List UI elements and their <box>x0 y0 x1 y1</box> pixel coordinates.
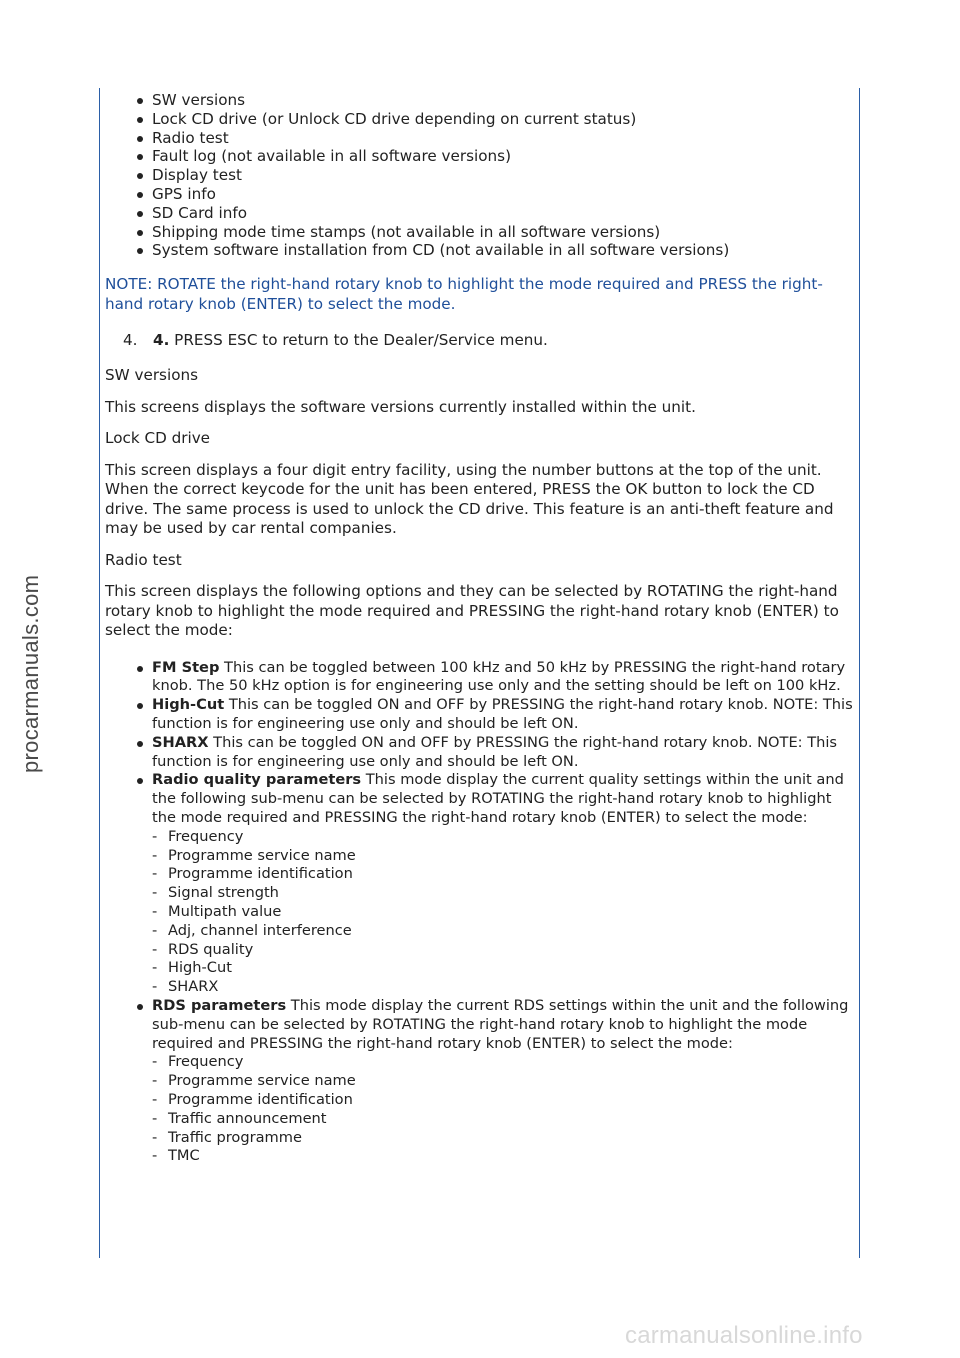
sub-list-item: - SHARX <box>152 978 857 997</box>
sub-list-item: - RDS quality <box>152 941 857 960</box>
feature-sub-list <box>152 828 857 997</box>
list-item: System software installation from CD (not available in all software versions) <box>105 241 857 260</box>
section-title-lock-cd: Lock CD drive <box>105 429 211 448</box>
feature-title: High-Cut <box>152 696 225 714</box>
sub-list-item: - Programme identification <box>152 865 857 884</box>
feature-item <box>105 997 857 1166</box>
note-text: NOTE: ROTATE the right-hand rotary knob to highlight the mode required and PRESS the right-hand rotary knob (ENTER) to select the mode. <box>105 275 823 313</box>
feature-item <box>105 696 857 734</box>
feature-text: This mode display the current RDS settings within the unit and the following sub-menu can be selected by ROTATING the right-hand rotary knob to highlight the mode required and PRESSING the right-hand rotary knob (ENTER) to select the mode: <box>152 997 849 1052</box>
list-item: Lock CD drive (or Unlock CD drive depending on current status) <box>105 110 857 129</box>
step-text: PRESS ESC to return to the Dealer/Service menu. <box>174 331 548 350</box>
section-title-sw-versions: SW versions <box>105 366 199 385</box>
sub-list-item: - Programme identification <box>152 1091 857 1110</box>
section-title-radio-test: Radio test <box>105 550 182 569</box>
list-item: Fault log (not available in all software versions) <box>105 147 857 166</box>
sub-list-item: - TMC <box>152 1147 857 1166</box>
feature-item <box>105 771 857 997</box>
sub-list-item: - Adj, channel interference <box>152 922 857 941</box>
feature-item <box>105 734 857 772</box>
feature-title: FM Step <box>152 658 220 676</box>
sub-list-item: - Signal strength <box>152 884 857 903</box>
step-number: 4. <box>123 331 138 350</box>
list-item: Display test <box>105 166 857 185</box>
feature-text: This mode display the current quality settings within the unit and the following sub-menu can be selected by ROTATING the right-hand rotary knob to highlight the mode required and PRESSING the right-hand rotary knob (ENTER) to select the mode: <box>152 771 844 827</box>
sub-list-item: - Frequency <box>152 828 857 847</box>
step-4 <box>105 331 857 350</box>
section-body-radio-test: This screen displays the following options and they can be selected by ROTATING the right-hand rotary knob to highlight the mode required and PRESSING the right-hand rotary knob (ENTER) to select the mode: <box>105 582 839 640</box>
feature-sub-list <box>152 1053 857 1166</box>
document-body <box>105 91 857 1166</box>
sub-list-item: - Programme service name <box>152 1072 857 1091</box>
radio-test-options <box>105 659 857 1167</box>
feature-title: RDS parameters <box>152 997 287 1015</box>
sub-list-item: - Traffic programme <box>152 1129 857 1148</box>
left-frame-line <box>99 88 100 1258</box>
list-item: Shipping mode time stamps (not available in all software versions) <box>105 223 857 242</box>
list-item: Radio test <box>105 129 857 148</box>
sub-list-item: - Traffic announcement <box>152 1110 857 1129</box>
feature-text: This can be toggled between 100 kHz and 50 kHz by PRESSING the right-hand rotary knob. The 50 kHz option is for engineering use only and the setting should be left on 100 kHz. <box>152 658 846 695</box>
section-body-sw-versions: This screens displays the software versions currently installed within the unit. <box>105 397 696 416</box>
sub-list-item: - Frequency <box>152 1053 857 1072</box>
side-watermark: procarmanuals.com <box>18 574 43 773</box>
section-body-lock-cd: This screen displays a four digit entry facility, using the number buttons at the top of the unit. When the correct keycode for the unit has been entered, PRESS the OK button to lock the CD drive. The same process is used to unlock the CD drive. This feature is an anti-theft feature and may be used by car rental companies. <box>105 460 834 538</box>
list-item: SD Card info <box>105 204 857 223</box>
feature-title: Radio quality parameters <box>152 771 362 789</box>
sub-list-item: - Programme service name <box>152 847 857 866</box>
right-frame-line <box>859 88 860 1258</box>
bottom-watermark: carmanualsonline.info <box>625 1322 863 1349</box>
list-item: SW versions <box>105 91 857 110</box>
sub-list-item: - High-Cut <box>152 959 857 978</box>
sub-list-item: - Multipath value <box>152 903 857 922</box>
feature-text: This can be toggled ON and OFF by PRESSING the right-hand rotary knob. NOTE: This function is for engineering use only and should be left ON. <box>152 696 853 733</box>
feature-text: This can be toggled ON and OFF by PRESSING the right-hand rotary knob. NOTE: This function is for engineering use only and should be left ON. <box>152 733 838 770</box>
feature-title: SHARX <box>152 733 209 751</box>
mode-list <box>105 91 857 260</box>
feature-item <box>105 659 857 697</box>
list-item: GPS info <box>105 185 857 204</box>
step-bold-number: 4. <box>153 331 170 350</box>
